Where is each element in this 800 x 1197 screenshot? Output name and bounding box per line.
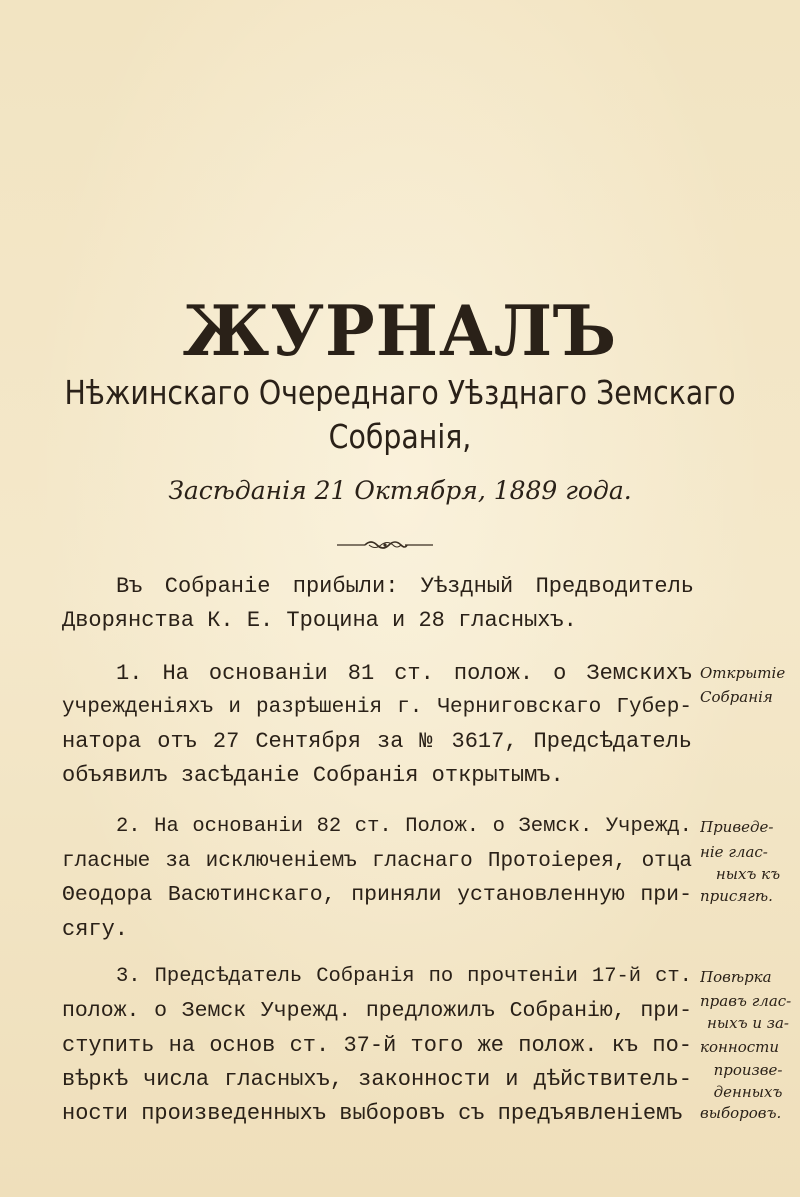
intro-line-1: Въ Собраніе прибыли: Уѣздный Предводитель (116, 574, 694, 599)
item1-line-4: объявилъ засѣданіе Собранія открытымъ. (62, 763, 564, 788)
margin-note-2-line-4: присягѣ. (700, 889, 773, 904)
item3-line-1: 3. Предсѣдатель Собранія по прочтеніи 17-й ст. (116, 965, 692, 988)
margin-note-3-line-7: выборовъ. (700, 1106, 782, 1121)
item2-line-1: 2. На основаніи 82 ст. Полож. о Земск. Учрежд. (116, 815, 692, 838)
assembly-name-line-2: Собранія, (328, 417, 472, 456)
ornament-divider (335, 538, 435, 552)
session-date: Засѣданія 21 Октября, 1889 года. (168, 476, 632, 505)
intro-line-2: Дворянства К. Е. Троцина и 28 гласныхъ. (62, 608, 577, 633)
margin-note-3-line-6: денныхъ (713, 1085, 783, 1100)
margin-note-1-line-1: Открытіе (700, 666, 786, 681)
item3-line-4: вѣркѣ числа гласныхъ, законности и дѣйствитель- (62, 1067, 692, 1092)
item3-line-2: полож. о Земск Учрежд. предложилъ Собранію, при- (62, 999, 692, 1023)
margin-note-3-line-5: произве- (713, 1063, 783, 1078)
item2-line-3: Θеодора Васютинскаго, приняли установленную при- (62, 883, 692, 907)
assembly-name-line-1: Нѣжинскаго Очереднаго Уѣзднаго Земскаго (64, 373, 736, 412)
margin-note-2-line-1: Приведе- (700, 820, 774, 835)
margin-note-3-line-4: конности (700, 1040, 780, 1055)
item1-line-3: натора отъ 27 Сентября за № 3617, Предсѣдатель (62, 729, 692, 754)
item1-line-2: учрежденіяхъ и разрѣшенія г. Черниговскаго Губер- (62, 696, 692, 719)
item2-line-2: гласные за исключеніемъ гласнаго Протоіерея, отца (62, 850, 692, 873)
margin-note-2-line-3: ныхъ къ (715, 867, 781, 882)
margin-note-3-line-3: ныхъ и за- (707, 1016, 789, 1031)
margin-note-3-line-1: Повѣрка (700, 970, 772, 985)
margin-note-2-line-2: ніе глас- (700, 845, 768, 860)
item3-line-3: ступить на основ ст. 37-й того же полож. къ по- (62, 1033, 692, 1058)
item2-line-4: сягу. (62, 917, 129, 942)
margin-note-1-line-2: Собранія (700, 690, 773, 705)
journal-title: ЖУРНАЛЪ (182, 290, 618, 372)
margin-note-3-line-2: правъ глас- (700, 994, 792, 1009)
item1-line-1: 1. На основаніи 81 ст. полож. о Земскихъ (116, 661, 692, 686)
item3-line-5: ности произведенныхъ выборовъ съ предъявленіемъ (62, 1101, 683, 1126)
